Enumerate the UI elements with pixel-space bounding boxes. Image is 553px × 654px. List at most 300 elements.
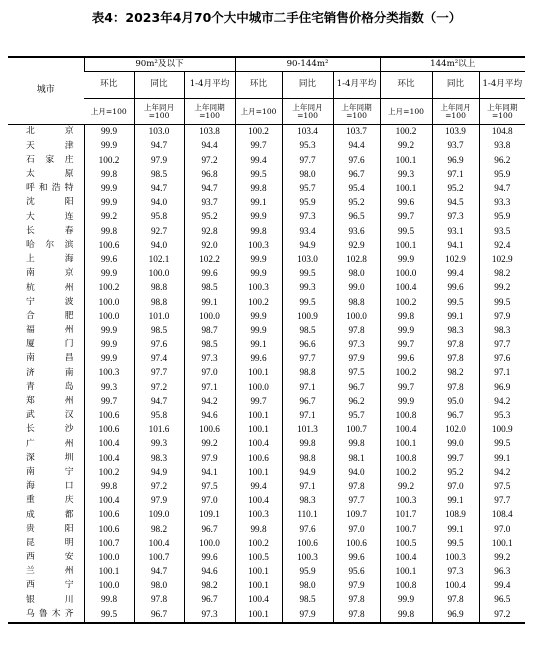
index-value-cell: 99.9 — [235, 309, 282, 323]
index-value-cell: 99.1 — [479, 451, 525, 465]
index-value-cell: 97.8 — [432, 352, 479, 366]
price-index-table — [8, 56, 525, 624]
index-value-cell: 95.9 — [479, 210, 525, 224]
index-value-cell: 97.0 — [184, 366, 235, 380]
index-value-cell: 94.9 — [282, 466, 333, 480]
index-value-cell: 98.0 — [134, 579, 184, 593]
index-value-cell: 97.7 — [282, 352, 333, 366]
index-value-cell: 97.7 — [333, 494, 380, 508]
index-value-cell: 100.3 — [432, 551, 479, 565]
index-value-cell: 99.6 — [235, 352, 282, 366]
table-row — [8, 395, 525, 409]
index-value-cell: 97.9 — [184, 451, 235, 465]
index-value-cell: 96.7 — [184, 593, 235, 607]
index-value-cell: 98.0 — [333, 267, 380, 281]
index-value-cell: 99.5 — [282, 295, 333, 309]
table-row — [8, 366, 525, 380]
index-value-cell: 100.9 — [479, 423, 525, 437]
table-row — [8, 565, 525, 579]
index-value-cell: 94.7 — [134, 565, 184, 579]
index-value-cell: 95.8 — [134, 409, 184, 423]
index-value-cell: 93.4 — [282, 224, 333, 238]
index-value-cell: 102.8 — [333, 253, 380, 267]
index-value-cell: 96.6 — [282, 338, 333, 352]
index-value-cell: 100.1 — [235, 607, 282, 622]
index-value-cell: 99.1 — [432, 309, 479, 323]
city-cell: 呼和浩特 — [26, 183, 74, 194]
index-value-cell: 98.8 — [333, 295, 380, 309]
index-value-cell: 100.6 — [84, 423, 134, 437]
table-row — [8, 267, 525, 281]
table-row — [8, 295, 525, 309]
index-value-cell: 99.2 — [84, 210, 134, 224]
index-value-cell: 108.4 — [479, 508, 525, 522]
city-cell: 广州 — [26, 438, 74, 449]
city-cell: 大连 — [26, 211, 74, 222]
index-value-cell: 99.9 — [380, 253, 432, 267]
index-value-cell: 99.9 — [84, 182, 134, 196]
base-header: 上月=100 — [380, 99, 432, 125]
index-value-cell: 97.3 — [432, 210, 479, 224]
city-cell: 重庆 — [26, 495, 74, 506]
index-value-cell: 97.2 — [134, 480, 184, 494]
index-value-cell: 98.2 — [184, 579, 235, 593]
index-value-cell: 100.4 — [380, 281, 432, 295]
city-cell: 太原 — [26, 169, 74, 180]
index-value-cell: 97.0 — [479, 522, 525, 536]
table-row — [8, 536, 525, 550]
index-value-cell: 100.4 — [84, 494, 134, 508]
index-value-cell: 99.8 — [84, 480, 134, 494]
index-value-cell: 100.2 — [380, 366, 432, 380]
index-value-cell: 94.7 — [184, 182, 235, 196]
index-value-cell: 99.1 — [432, 494, 479, 508]
index-value-cell: 95.2 — [432, 466, 479, 480]
index-value-cell: 97.6 — [333, 153, 380, 167]
index-value-cell: 100.1 — [235, 409, 282, 423]
index-value-cell: 97.1 — [282, 480, 333, 494]
index-value-cell: 99.9 — [235, 210, 282, 224]
index-value-cell: 110.1 — [282, 508, 333, 522]
index-value-cell: 94.0 — [134, 196, 184, 210]
index-value-cell: 99.6 — [380, 352, 432, 366]
index-value-cell: 100.0 — [184, 536, 235, 550]
index-value-cell: 99.1 — [184, 295, 235, 309]
index-value-cell: 100.7 — [84, 536, 134, 550]
sub-header-avg: 1-4月平均 — [184, 72, 235, 99]
table-row — [8, 182, 525, 196]
index-value-cell: 100.6 — [84, 522, 134, 536]
index-value-cell: 100.4 — [432, 579, 479, 593]
index-value-cell: 95.9 — [282, 196, 333, 210]
index-value-cell: 100.4 — [84, 451, 134, 465]
index-value-cell: 99.3 — [134, 437, 184, 451]
index-value-cell: 99.9 — [380, 324, 432, 338]
index-value-cell: 99.1 — [235, 196, 282, 210]
index-value-cell: 94.4 — [184, 139, 235, 153]
index-value-cell: 97.3 — [184, 352, 235, 366]
index-value-cell: 100.4 — [134, 536, 184, 550]
index-value-cell: 97.8 — [432, 593, 479, 607]
index-value-cell: 99.9 — [84, 324, 134, 338]
index-value-cell: 100.6 — [235, 451, 282, 465]
index-value-cell: 103.8 — [184, 125, 235, 140]
table-row — [8, 239, 525, 253]
group-header-medium: 90-144m² — [235, 57, 380, 72]
index-value-cell: 96.9 — [432, 607, 479, 622]
index-value-cell: 92.4 — [479, 239, 525, 253]
index-value-cell: 99.5 — [235, 168, 282, 182]
index-value-cell: 100.3 — [235, 281, 282, 295]
city-cell: 西宁 — [26, 580, 74, 591]
table-row — [8, 480, 525, 494]
index-value-cell: 100.2 — [380, 295, 432, 309]
index-value-cell: 97.9 — [134, 153, 184, 167]
index-value-cell: 99.7 — [235, 395, 282, 409]
index-value-cell: 94.6 — [184, 409, 235, 423]
index-value-cell: 97.3 — [282, 210, 333, 224]
index-value-cell: 97.5 — [479, 480, 525, 494]
index-value-cell: 100.1 — [380, 239, 432, 253]
base-header: 上年同月=100 — [432, 99, 479, 125]
index-value-cell: 100.4 — [380, 551, 432, 565]
index-value-cell: 100.6 — [282, 536, 333, 550]
index-value-cell: 100.8 — [380, 579, 432, 593]
index-value-cell: 99.9 — [84, 125, 134, 140]
index-value-cell: 99.5 — [84, 607, 134, 622]
index-value-cell: 97.3 — [184, 607, 235, 622]
index-value-cell: 109.0 — [134, 508, 184, 522]
index-value-cell: 99.4 — [235, 153, 282, 167]
index-value-cell: 96.5 — [479, 593, 525, 607]
index-value-cell: 101.3 — [282, 423, 333, 437]
index-value-cell: 96.9 — [479, 380, 525, 394]
city-cell: 深圳 — [26, 452, 74, 463]
index-value-cell: 97.6 — [134, 338, 184, 352]
index-value-cell: 100.7 — [380, 522, 432, 536]
city-cell: 合肥 — [26, 310, 74, 321]
index-value-cell: 98.3 — [432, 324, 479, 338]
table-row — [8, 253, 525, 267]
index-value-cell: 97.9 — [333, 352, 380, 366]
index-value-cell: 94.2 — [184, 395, 235, 409]
index-value-cell: 98.0 — [282, 168, 333, 182]
index-value-cell: 98.5 — [134, 168, 184, 182]
table-row — [8, 451, 525, 465]
index-value-cell: 99.8 — [380, 607, 432, 622]
index-value-cell: 97.6 — [479, 352, 525, 366]
city-cell: 贵阳 — [26, 523, 74, 534]
index-value-cell: 100.2 — [84, 466, 134, 480]
index-value-cell: 100.0 — [84, 579, 134, 593]
index-value-cell: 96.7 — [333, 380, 380, 394]
index-value-cell: 100.0 — [84, 295, 134, 309]
index-value-cell: 103.7 — [333, 125, 380, 140]
index-value-cell: 99.4 — [432, 267, 479, 281]
index-value-cell: 98.2 — [134, 522, 184, 536]
index-value-cell: 100.1 — [380, 182, 432, 196]
city-cell: 长沙 — [26, 424, 74, 435]
index-value-cell: 99.5 — [380, 224, 432, 238]
index-value-cell: 100.3 — [235, 508, 282, 522]
index-value-cell: 99.7 — [432, 451, 479, 465]
index-value-cell: 100.8 — [380, 451, 432, 465]
index-value-cell: 99.9 — [235, 267, 282, 281]
index-value-cell: 98.5 — [184, 281, 235, 295]
index-value-cell: 99.2 — [479, 281, 525, 295]
city-cell: 上海 — [26, 254, 74, 265]
index-value-cell: 94.9 — [282, 239, 333, 253]
index-value-cell: 98.8 — [134, 295, 184, 309]
base-header: 上月=100 — [235, 99, 282, 125]
index-value-cell: 99.2 — [380, 139, 432, 153]
table-row — [8, 153, 525, 167]
index-value-cell: 95.2 — [184, 210, 235, 224]
index-value-cell: 100.4 — [380, 423, 432, 437]
index-value-cell: 95.7 — [333, 409, 380, 423]
city-cell: 济南 — [26, 367, 74, 378]
index-value-cell: 99.8 — [235, 182, 282, 196]
index-value-cell: 95.8 — [134, 210, 184, 224]
index-value-cell: 97.1 — [184, 380, 235, 394]
city-header: 城市 — [8, 57, 84, 125]
index-value-cell: 99.3 — [380, 168, 432, 182]
city-cell: 福州 — [26, 325, 74, 336]
index-value-cell: 98.3 — [282, 494, 333, 508]
index-value-cell: 97.3 — [432, 565, 479, 579]
index-value-cell: 95.9 — [282, 565, 333, 579]
index-value-cell: 98.8 — [282, 451, 333, 465]
index-value-cell: 97.9 — [282, 607, 333, 622]
index-value-cell: 95.3 — [479, 409, 525, 423]
table-row — [8, 281, 525, 295]
index-value-cell: 100.1 — [235, 423, 282, 437]
index-value-cell: 94.4 — [333, 139, 380, 153]
city-cell: 北京 — [26, 126, 74, 137]
index-value-cell: 99.9 — [84, 267, 134, 281]
index-value-cell: 100.6 — [84, 409, 134, 423]
index-value-cell: 97.7 — [479, 494, 525, 508]
city-cell: 厦门 — [26, 339, 74, 350]
index-value-cell: 92.0 — [184, 239, 235, 253]
index-value-cell: 99.8 — [380, 309, 432, 323]
index-value-cell: 100.2 — [84, 153, 134, 167]
index-value-cell: 94.1 — [184, 466, 235, 480]
table-row — [8, 522, 525, 536]
index-value-cell: 95.3 — [282, 139, 333, 153]
index-value-cell: 100.0 — [333, 309, 380, 323]
index-value-cell: 99.8 — [84, 593, 134, 607]
index-value-cell: 99.6 — [184, 551, 235, 565]
sub-header-mom: 环比 — [380, 72, 432, 99]
index-value-cell: 97.6 — [282, 522, 333, 536]
city-cell: 成都 — [26, 509, 74, 520]
city-cell: 海口 — [26, 481, 74, 492]
index-value-cell: 103.4 — [282, 125, 333, 140]
index-value-cell: 93.8 — [479, 139, 525, 153]
index-value-cell: 100.1 — [235, 565, 282, 579]
index-value-cell: 98.2 — [479, 267, 525, 281]
index-value-cell: 93.1 — [432, 224, 479, 238]
index-value-cell: 99.9 — [235, 253, 282, 267]
index-value-cell: 102.9 — [479, 253, 525, 267]
index-value-cell: 96.7 — [134, 607, 184, 622]
index-value-cell: 95.6 — [333, 565, 380, 579]
index-value-cell: 100.1 — [479, 536, 525, 550]
table-row — [8, 309, 525, 323]
index-value-cell: 96.2 — [479, 153, 525, 167]
index-value-cell: 95.0 — [432, 395, 479, 409]
index-value-cell: 99.7 — [380, 380, 432, 394]
table-row — [8, 466, 525, 480]
index-value-cell: 100.3 — [84, 366, 134, 380]
index-value-cell: 99.0 — [432, 437, 479, 451]
index-value-cell: 95.2 — [432, 182, 479, 196]
index-value-cell: 96.7 — [432, 409, 479, 423]
city-cell: 郑州 — [26, 396, 74, 407]
index-value-cell: 100.6 — [333, 536, 380, 550]
index-value-cell: 100.4 — [84, 437, 134, 451]
index-value-cell: 100.2 — [235, 536, 282, 550]
index-value-cell: 99.5 — [479, 295, 525, 309]
city-cell: 西安 — [26, 552, 74, 563]
table-row — [8, 579, 525, 593]
index-value-cell: 96.7 — [282, 395, 333, 409]
index-value-cell: 98.5 — [282, 593, 333, 607]
table-row — [8, 139, 525, 153]
index-value-cell: 98.3 — [134, 451, 184, 465]
index-value-cell: 101.6 — [134, 423, 184, 437]
index-value-cell: 98.5 — [282, 324, 333, 338]
index-value-cell: 99.9 — [235, 324, 282, 338]
index-value-cell: 97.5 — [184, 480, 235, 494]
table-row — [8, 593, 525, 607]
index-value-cell: 109.1 — [184, 508, 235, 522]
index-value-cell: 95.2 — [333, 196, 380, 210]
sub-header-yoy: 同比 — [432, 72, 479, 99]
base-header: 上月=100 — [84, 99, 134, 125]
index-value-cell: 97.7 — [282, 153, 333, 167]
index-value-cell: 99.8 — [84, 224, 134, 238]
index-value-cell: 96.2 — [333, 395, 380, 409]
index-value-cell: 99.4 — [479, 579, 525, 593]
index-value-cell: 99.8 — [333, 437, 380, 451]
city-cell: 南宁 — [26, 466, 74, 477]
index-value-cell: 102.1 — [134, 253, 184, 267]
index-value-cell: 102.9 — [432, 253, 479, 267]
index-value-cell: 97.1 — [282, 409, 333, 423]
index-value-cell: 100.4 — [235, 593, 282, 607]
table-row — [8, 168, 525, 182]
table-body — [8, 125, 525, 623]
index-value-cell: 96.9 — [432, 153, 479, 167]
index-value-cell: 99.9 — [380, 395, 432, 409]
index-value-cell: 99.8 — [235, 522, 282, 536]
index-value-cell: 99.5 — [432, 295, 479, 309]
index-value-cell: 93.5 — [479, 224, 525, 238]
index-value-cell: 99.6 — [380, 196, 432, 210]
index-value-cell: 97.9 — [479, 309, 525, 323]
table-row — [8, 125, 525, 140]
index-value-cell: 98.5 — [184, 338, 235, 352]
index-value-cell: 97.1 — [479, 366, 525, 380]
table-row — [8, 338, 525, 352]
table-row — [8, 324, 525, 338]
index-value-cell: 99.5 — [479, 437, 525, 451]
table-row — [8, 409, 525, 423]
index-value-cell: 92.9 — [333, 239, 380, 253]
index-value-cell: 96.8 — [184, 168, 235, 182]
index-value-cell: 100.5 — [380, 536, 432, 550]
index-value-cell: 94.2 — [479, 466, 525, 480]
index-value-cell: 99.5 — [282, 267, 333, 281]
index-value-cell: 100.2 — [235, 295, 282, 309]
index-value-cell: 96.7 — [184, 522, 235, 536]
index-value-cell: 99.3 — [84, 380, 134, 394]
index-value-cell: 100.6 — [84, 508, 134, 522]
index-value-cell: 104.8 — [479, 125, 525, 140]
index-value-cell: 100.3 — [235, 239, 282, 253]
index-value-cell: 99.8 — [84, 168, 134, 182]
sub-header-avg: 1-4月平均 — [333, 72, 380, 99]
index-value-cell: 97.8 — [333, 593, 380, 607]
base-header: 上年同期=100 — [184, 99, 235, 125]
table-title: 表4：2023年4月70个大中城市二手住宅销售价格分类指数（一） — [91, 10, 462, 25]
index-value-cell: 100.1 — [235, 579, 282, 593]
index-value-cell: 99.9 — [380, 593, 432, 607]
base-header: 上年同月=100 — [282, 99, 333, 125]
index-value-cell: 99.0 — [333, 281, 380, 295]
table-row — [8, 607, 525, 622]
index-value-cell: 98.2 — [432, 366, 479, 380]
index-value-cell: 108.9 — [432, 508, 479, 522]
index-value-cell: 93.7 — [432, 139, 479, 153]
index-value-cell: 95.4 — [333, 182, 380, 196]
table-row — [8, 551, 525, 565]
index-value-cell: 100.7 — [134, 551, 184, 565]
index-value-cell: 100.6 — [184, 423, 235, 437]
index-value-cell: 94.0 — [134, 239, 184, 253]
index-value-cell: 97.0 — [432, 480, 479, 494]
index-value-cell: 93.6 — [333, 224, 380, 238]
city-cell: 南京 — [26, 268, 74, 279]
index-value-cell: 99.2 — [479, 551, 525, 565]
index-value-cell: 99.8 — [282, 437, 333, 451]
index-value-cell: 99.8 — [235, 224, 282, 238]
index-value-cell: 99.7 — [380, 210, 432, 224]
index-value-cell: 99.9 — [84, 352, 134, 366]
index-value-cell: 98.0 — [282, 579, 333, 593]
index-value-cell: 109.7 — [333, 508, 380, 522]
index-value-cell: 97.9 — [134, 494, 184, 508]
sub-header-yoy: 同比 — [282, 72, 333, 99]
table-row — [8, 210, 525, 224]
index-value-cell: 100.1 — [235, 466, 282, 480]
index-value-cell: 99.7 — [380, 338, 432, 352]
index-value-cell: 94.7 — [134, 395, 184, 409]
index-value-cell: 100.1 — [380, 565, 432, 579]
index-value-cell: 97.8 — [333, 324, 380, 338]
index-value-cell: 100.4 — [235, 437, 282, 451]
index-value-cell: 100.1 — [235, 366, 282, 380]
city-cell: 南昌 — [26, 353, 74, 364]
index-value-cell: 100.6 — [84, 239, 134, 253]
city-cell: 石家庄 — [26, 154, 74, 165]
index-value-cell: 100.2 — [380, 125, 432, 140]
index-value-cell: 99.6 — [432, 281, 479, 295]
index-value-cell: 94.7 — [134, 182, 184, 196]
index-value-cell: 99.4 — [235, 480, 282, 494]
